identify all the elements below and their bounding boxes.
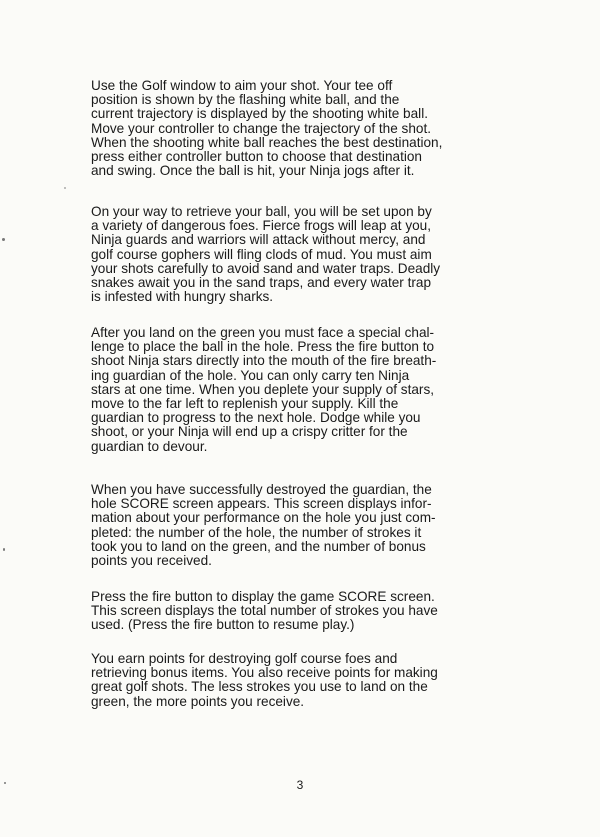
paragraph-foes <box>91 205 511 304</box>
text-line: and swing. Once the ball is hit, your Ninja jogs after it. <box>91 163 415 179</box>
text-line: your shots carefully to avoid sand and water traps. Deadly <box>91 260 441 276</box>
scan-speck <box>4 782 6 784</box>
text-line: used. (Press the fire button to resume play.) <box>91 617 355 633</box>
text-line: ing guardian of the hole. You can only carry ten Ninja <box>91 367 410 383</box>
paragraph-points <box>91 652 511 709</box>
page-number: 3 <box>296 778 304 792</box>
paragraph-aiming <box>91 79 511 178</box>
text-line: This screen displays the total number of strokes you have <box>91 603 438 619</box>
text-line: When the shooting white ball reaches the best destination, <box>91 134 443 150</box>
paragraph-game-score <box>91 590 511 633</box>
text-line: shoot Ninja stars directly into the mouth of the fire breath- <box>91 353 437 369</box>
scan-speck <box>3 548 5 551</box>
text-line: great golf shots. The less strokes you use to land on the <box>91 679 428 695</box>
paragraph-green <box>91 326 511 454</box>
scan-speck <box>2 238 5 241</box>
text-line: points you received. <box>91 553 212 569</box>
text-line: guardian to progress to the next hole. Dodge while you <box>91 410 421 426</box>
text-line: shoot, or your Ninja will end up a crispy critter for the <box>91 424 408 440</box>
text-line: retrieving bonus items. You also receive points for making <box>91 665 438 681</box>
text-line: position is shown by the flashing white ball, and the <box>91 92 400 108</box>
text-line: stars at one time. When you deplete your supply of stars, <box>91 381 435 397</box>
text-line: You earn points for destroying golf course foes and <box>91 651 398 666</box>
scan-speck <box>64 187 66 189</box>
text-line: took you to land on the green, and the number of bonus <box>91 538 426 554</box>
text-line: current trajectory is displayed by the shooting white ball. <box>91 106 428 122</box>
text-line: move to the far left to replenish your supply. Kill the <box>91 396 399 412</box>
text-line: lenge to place the ball in the hole. Press the fire button to <box>91 339 435 355</box>
text-line: guardian to devour. <box>91 438 208 454</box>
text-line: green, the more points you receive. <box>91 693 305 709</box>
text-line: press either controller button to choose that destination <box>91 149 422 165</box>
text-line: golf course gophers will fling clods of mud. You must aim <box>91 246 432 262</box>
text-line: Move your controller to change the trajectory of the shot. <box>91 120 432 136</box>
text-line: a variety of dangerous foes. Fierce frogs will leap at you, <box>91 218 432 234</box>
text-line: Use the Golf window to aim your shot. Your tee off <box>91 78 393 93</box>
text-line: is infested with hungry sharks. <box>91 289 274 305</box>
text-line: On your way to retrieve your ball, you will be set upon by <box>91 204 432 219</box>
text-line: mation about your performance on the hole you just com- <box>91 510 436 526</box>
text-line: Press the fire button to display the game SCORE screen. <box>91 589 435 604</box>
text-line: Ninja guards and warriors will attack without mercy, and <box>91 232 426 248</box>
text-line: After you land on the green you must face a special chal- <box>91 325 435 340</box>
text-line: pleted: the number of the hole, the number of strokes it <box>91 524 422 540</box>
text-line: snakes await you in the sand traps, and every water trap <box>91 275 432 291</box>
text-line: When you have successfully destroyed the guardian, the <box>91 482 432 497</box>
text-line: hole SCORE screen appears. This screen displays infor- <box>91 496 432 512</box>
paragraph-hole-score <box>91 483 511 568</box>
